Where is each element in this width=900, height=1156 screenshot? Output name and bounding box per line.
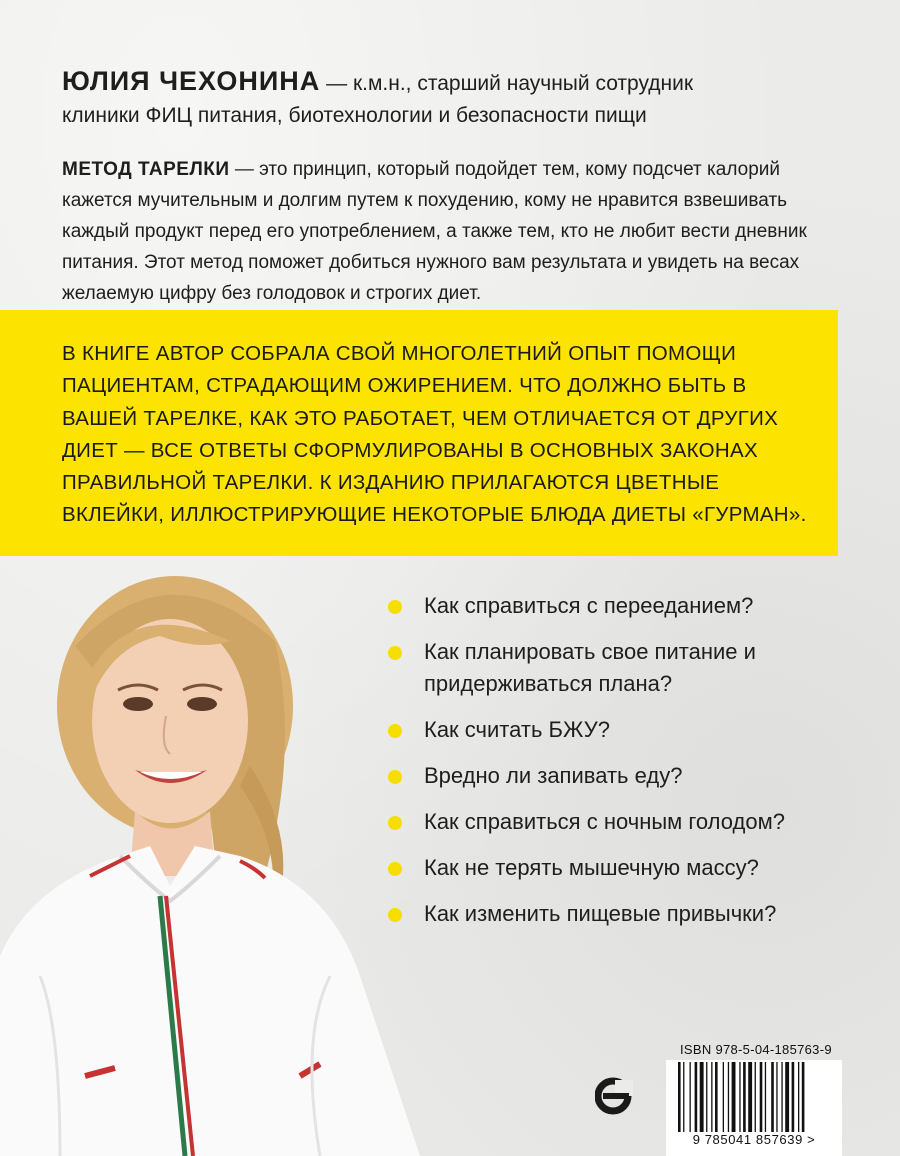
author-name: ЮЛИЯ ЧЕХОНИНА xyxy=(62,66,321,96)
author-affiliation: клиники ФИЦ питания, биотехнологии и безопасности пищи xyxy=(62,104,647,127)
question-list xyxy=(382,590,882,944)
author-info xyxy=(62,66,852,133)
barcode-bar xyxy=(765,1062,766,1132)
barcode-bar xyxy=(715,1062,718,1132)
bullet-icon xyxy=(388,816,402,830)
barcode-bar xyxy=(706,1062,707,1132)
highlight-text: В КНИГЕ АВТОР СОБРАЛА СВОЙ МНОГОЛЕТНИЙ ОПЫТ ПОМОЩИ ПАЦИЕНТАМ, СТРАДАЮЩИМ ОЖИРЕНИЕМ. ЧТО ДОЛЖНО БЫТЬ В ВАШЕЙ ТАРЕЛКЕ, КАК ЭТО РАБОТАЕТ, ЧЕМ ОТЛИЧАЕТСЯ ОТ ДРУГИХ ДИЕТ — ВСЕ ОТВЕТЫ СФОРМУЛИРОВАНЫ В ОСНОВНЫХ ЗАКОНАХ ПРАВИЛЬНОЙ ТАРЕЛКИ. К ИЗДАНИЮ ПРИЛАГАЮТСЯ ЦВЕТНЫЕ ВКЛЕЙКИ, ИЛЛЮСТРИРУЮЩИЕ НЕКОТОРЫЕ БЛЮДА ДИЕТЫ «ГУРМАН». xyxy=(62,342,807,527)
barcode-bar xyxy=(760,1062,763,1132)
bullet-icon xyxy=(388,862,402,876)
barcode xyxy=(666,1060,842,1156)
barcode-bar xyxy=(755,1062,756,1132)
barcode-bars xyxy=(676,1062,836,1132)
bullet-icon xyxy=(388,770,402,784)
method-text: — это принцип, который подойдет тем, кому подсчет калорий кажется мучительным и долгим путем к похудению, кому не нравится взвешивать каждый продукт перед его употреблением, а также тем, кто не любит вести дневник питания. Этот метод поможет добиться нужного вам результата и увидеть на весах желаемую цифру без голодовок и строгих диет. xyxy=(62,159,807,304)
author-line xyxy=(62,66,852,99)
barcode-bar xyxy=(748,1062,752,1132)
bullet-icon xyxy=(388,908,402,922)
barcode-bar xyxy=(683,1062,684,1132)
list-item: Вредно ли запивать еду? xyxy=(382,760,882,792)
list-item: Как планировать свое питание и придерживаться плана? xyxy=(382,636,882,700)
method-title: МЕТОД ТАРЕЛКИ xyxy=(62,159,230,180)
bullet-icon xyxy=(388,646,402,660)
isbn-number: ISBN 978-5-04-185763-9 xyxy=(680,1042,832,1057)
barcode-bar xyxy=(771,1062,774,1132)
barcode-bar xyxy=(798,1062,799,1132)
list-item: Как справиться с перееданием? xyxy=(382,590,882,622)
list-item: Как изменить пищевые привычки? xyxy=(382,898,882,930)
barcode-bar xyxy=(728,1062,729,1132)
barcode-bar xyxy=(792,1062,795,1132)
barcode-bar xyxy=(723,1062,724,1132)
method-description xyxy=(62,154,852,309)
barcode-bar xyxy=(711,1062,712,1132)
barcode-digits: 9 785041 857639 > xyxy=(692,1132,816,1147)
barcode-bar xyxy=(802,1062,805,1132)
eksmo-logo-icon xyxy=(595,1050,637,1142)
barcode-bar xyxy=(690,1062,691,1132)
barcode-bar xyxy=(678,1062,681,1132)
barcode-bar xyxy=(776,1062,777,1132)
barcode-bar xyxy=(732,1062,736,1132)
list-item: Как справиться с ночным голодом? xyxy=(382,806,882,838)
barcode-bar xyxy=(781,1062,782,1132)
barcode-bar xyxy=(785,1062,789,1132)
bullet-icon xyxy=(388,600,402,614)
list-item: Как считать БЖУ? xyxy=(382,714,882,746)
barcode-bar xyxy=(695,1062,698,1132)
author-portrait xyxy=(0,556,440,1156)
list-item: Как не терять мышечную массу? xyxy=(382,852,882,884)
author-credentials: — к.м.н., старший научный сотрудник xyxy=(320,72,694,95)
barcode-bar xyxy=(739,1062,740,1132)
barcode-bar xyxy=(700,1062,704,1132)
barcode-bar xyxy=(743,1062,746,1132)
bullet-icon xyxy=(388,724,402,738)
